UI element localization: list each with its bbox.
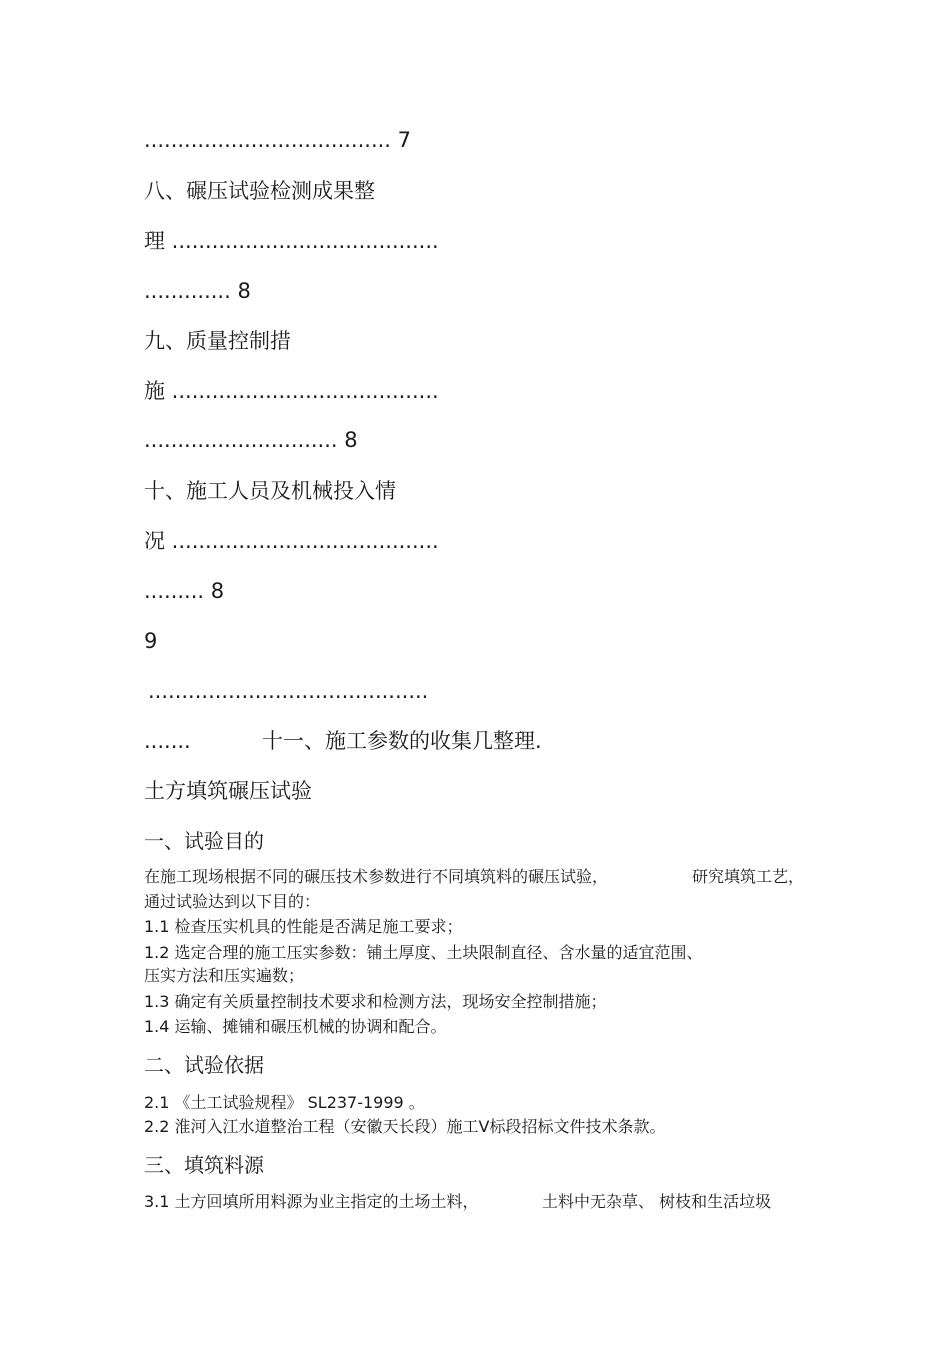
list-item: 土料中无杂草、 树枝和生活垃圾 — [542, 1192, 772, 1211]
section-heading: 三、填筑料源 — [144, 1153, 264, 1177]
document-title: 土方填筑碾压试验 — [144, 779, 312, 803]
toc-line: 9 — [144, 629, 158, 653]
toc-line: 况 ........................................ — [144, 529, 439, 553]
list-item: 2.2 淮河入江水道整治工程（安徽天长段）施工Ⅴ标段招标文件技术条款。 — [144, 1117, 666, 1136]
toc-line: 十一、施工参数的收集几整理. — [262, 729, 542, 753]
list-item: 2.1 《土工试验规程》 SL237-1999 。 — [144, 1093, 425, 1112]
toc-line: 十、施工人员及机械投入情 — [144, 479, 396, 503]
list-item: 压实方法和压实遍数； — [144, 966, 305, 985]
paragraph-text: 通过试验达到以下目的： — [144, 892, 321, 911]
toc-line: 八、碾压试验检测成果整 — [144, 179, 375, 203]
toc-line: ......... 8 — [144, 579, 225, 603]
list-item: 1.1 检查压实机具的性能是否满足施工要求； — [144, 917, 463, 936]
list-item: 1.2 选定合理的施工压实参数：铺土厚度、土块限制直径、含水量的适宜范围、 — [144, 943, 703, 962]
toc-line: .......................................... — [148, 679, 429, 703]
toc-line: ..................................... 7 — [144, 128, 412, 152]
toc-line: ............................. 8 — [144, 428, 358, 452]
paragraph-text: 研究填筑工艺， — [692, 867, 805, 886]
list-item: 3.1 土方回填所用料源为业主指定的土场土料， — [144, 1192, 479, 1211]
list-item: 1.4 运输、摊铺和碾压机械的协调和配合。 — [144, 1017, 447, 1036]
toc-line: 九、质量控制措 — [144, 329, 291, 353]
paragraph-text: 在施工现场根据不同的碾压技术参数进行不同填筑料的碾压试验， — [144, 867, 609, 886]
toc-line: 理 ........................................ — [144, 229, 439, 253]
list-item: 1.3 确定有关质量控制技术要求和检测方法，现场安全控制措施； — [144, 992, 607, 1011]
toc-line: ............. 8 — [144, 279, 251, 303]
section-heading: 二、试验依据 — [144, 1053, 264, 1077]
toc-line: 施 ........................................ — [144, 379, 439, 403]
section-heading: 一、试验目的 — [144, 829, 264, 853]
toc-line: ....... — [144, 729, 191, 753]
